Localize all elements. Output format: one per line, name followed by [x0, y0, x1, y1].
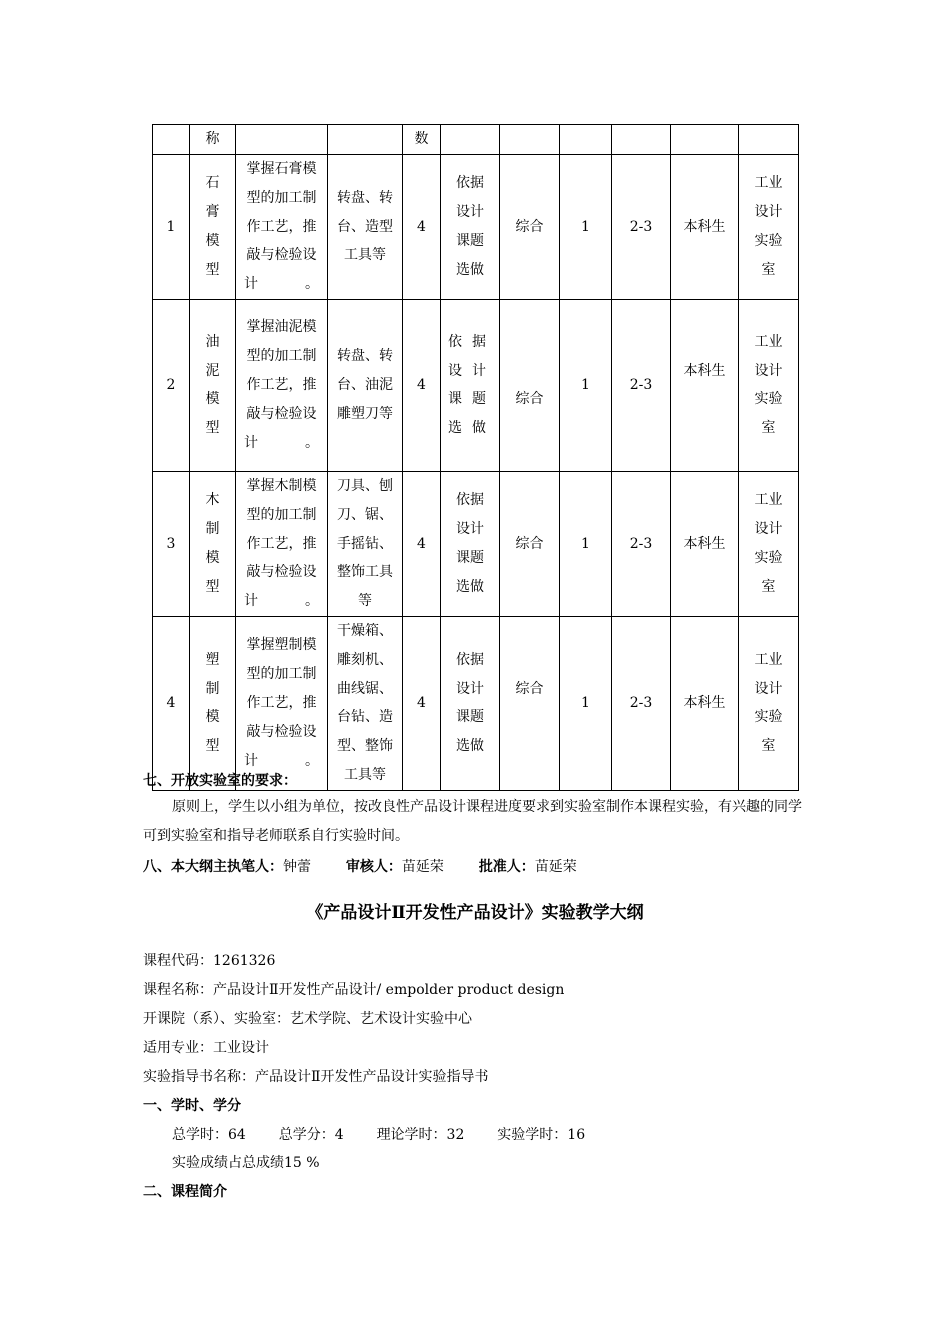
cell-hours: 4 — [403, 299, 441, 471]
header-cell — [612, 125, 671, 155]
approver-label: 批准人： — [478, 859, 535, 875]
cell-hours: 4 — [403, 471, 441, 616]
document-title: 《产品设计Ⅱ开发性产品设计》实验教学大纲 — [306, 903, 644, 923]
cell-category: 综合 — [500, 155, 560, 300]
header-cell — [560, 125, 612, 155]
cell-hours: 4 — [403, 155, 441, 300]
table-row — [153, 616, 799, 790]
cell-name: 石膏模型 — [190, 155, 236, 300]
header-cell — [671, 125, 739, 155]
cell-students: 本科生 — [671, 471, 739, 616]
cell-type: 依据设计课题选做 — [441, 299, 500, 471]
cell-groups: 1 — [560, 299, 612, 471]
approver-name: 苗延荣 — [534, 859, 577, 875]
grade-ratio: 实验成绩占总成绩15 % — [172, 1155, 320, 1171]
header-cell: 数 — [403, 125, 441, 155]
cell-content: 掌握塑制模型的加工制作工艺，推敲与检验设计。 — [236, 616, 328, 790]
cell-students: 本科生 — [671, 616, 739, 790]
cell-location: 工业设计实验室 — [739, 155, 799, 300]
course-department: 开课院（系）、实验室：艺术学院、艺术设计实验中心 — [143, 1011, 472, 1027]
cell-groups: 1 — [560, 471, 612, 616]
cell-location: 工业设计实验室 — [739, 471, 799, 616]
course-code: 课程代码：1261326 — [143, 953, 276, 969]
cell-hours: 4 — [403, 616, 441, 790]
course-guide: 实验指导书名称：产品设计Ⅱ开发性产品设计实验指导书 — [143, 1069, 489, 1085]
cell-equipment: 转盘、转台、油泥雕塑刀等 — [328, 299, 403, 471]
cell-students: 本科生 — [671, 299, 739, 471]
cell-equipment: 干燥箱、雕刻机、曲线锯、台钻、造型、整饰工具等 — [328, 616, 403, 790]
header-cell — [500, 125, 560, 155]
table-row — [153, 299, 799, 471]
cell-no: 4 — [153, 616, 190, 790]
cell-no: 3 — [153, 471, 190, 616]
cell-type: 依据设计课题选做 — [441, 616, 500, 790]
theory-hours: 理论学时：32 — [376, 1127, 465, 1143]
header-cell — [739, 125, 799, 155]
section-8-heading: 八、本大纲主执笔人： — [143, 859, 283, 875]
cell-no: 1 — [153, 155, 190, 300]
lab-hours: 实验学时：16 — [497, 1127, 586, 1143]
table-header-row — [153, 125, 799, 155]
cell-category: 综合 — [500, 616, 560, 790]
cell-equipment: 转盘、转台、造型工具等 — [328, 155, 403, 300]
cell-name: 木制模型 — [190, 471, 236, 616]
cell-name: 塑制模型 — [190, 616, 236, 790]
cell-groups: 1 — [560, 155, 612, 300]
cell-per-group: 2-3 — [612, 471, 671, 616]
section-8-line — [143, 856, 577, 876]
header-cell — [441, 125, 500, 155]
cell-per-group: 2-3 — [612, 155, 671, 300]
table-row — [153, 155, 799, 300]
cell-category: 综合 — [500, 471, 560, 616]
total-credits: 总学分：4 — [278, 1127, 344, 1143]
author-name: 钟蕾 — [283, 859, 311, 875]
hours-credits-line — [172, 1124, 585, 1144]
course-name: 课程名称：产品设计Ⅱ开发性产品设计/ empolder product design — [143, 982, 565, 998]
cell-name: 油泥模型 — [190, 299, 236, 471]
section-7-body: 原则上，学生以小组为单位，按改良性产品设计课程进度要求到实验室制作本课程实验，有兴趣的同学可到实验室和指导老师联系自行实验时间。 — [143, 799, 802, 844]
lab-projects-table — [152, 124, 799, 791]
cell-location: 工业设计实验室 — [739, 299, 799, 471]
cell-per-group: 2-3 — [612, 616, 671, 790]
reviewer-name: 苗延荣 — [401, 859, 444, 875]
cell-location: 工业设计实验室 — [739, 616, 799, 790]
header-cell: 称 — [190, 125, 236, 155]
cell-content: 掌握木制模型的加工制作工艺，推敲与检验设计。 — [236, 471, 328, 616]
section-1-heading: 一、学时、学分 — [143, 1098, 241, 1114]
section-7-heading: 七、开放实验室的要求： — [143, 773, 297, 789]
header-cell — [328, 125, 403, 155]
header-cell — [236, 125, 328, 155]
cell-equipment: 刀具、刨刀、锯、手摇钻、整饰工具等 — [328, 471, 403, 616]
total-hours: 总学时：64 — [172, 1127, 246, 1143]
cell-type: 依据设计课题选做 — [441, 471, 500, 616]
course-major: 适用专业：工业设计 — [143, 1040, 269, 1056]
cell-groups: 1 — [560, 616, 612, 790]
header-cell — [153, 125, 190, 155]
cell-type: 依据设计课题选做 — [441, 155, 500, 300]
section-2-heading: 二、课程简介 — [143, 1184, 227, 1200]
table-row — [153, 471, 799, 616]
cell-per-group: 2-3 — [612, 299, 671, 471]
cell-content: 掌握石膏模型的加工制作工艺，推敲与检验设计。 — [236, 155, 328, 300]
cell-category: 综合 — [500, 299, 560, 471]
reviewer-label: 审核人： — [345, 859, 402, 875]
cell-students: 本科生 — [671, 155, 739, 300]
cell-content: 掌握油泥模型的加工制作工艺，推敲与检验设计。 — [236, 299, 328, 471]
cell-no: 2 — [153, 299, 190, 471]
